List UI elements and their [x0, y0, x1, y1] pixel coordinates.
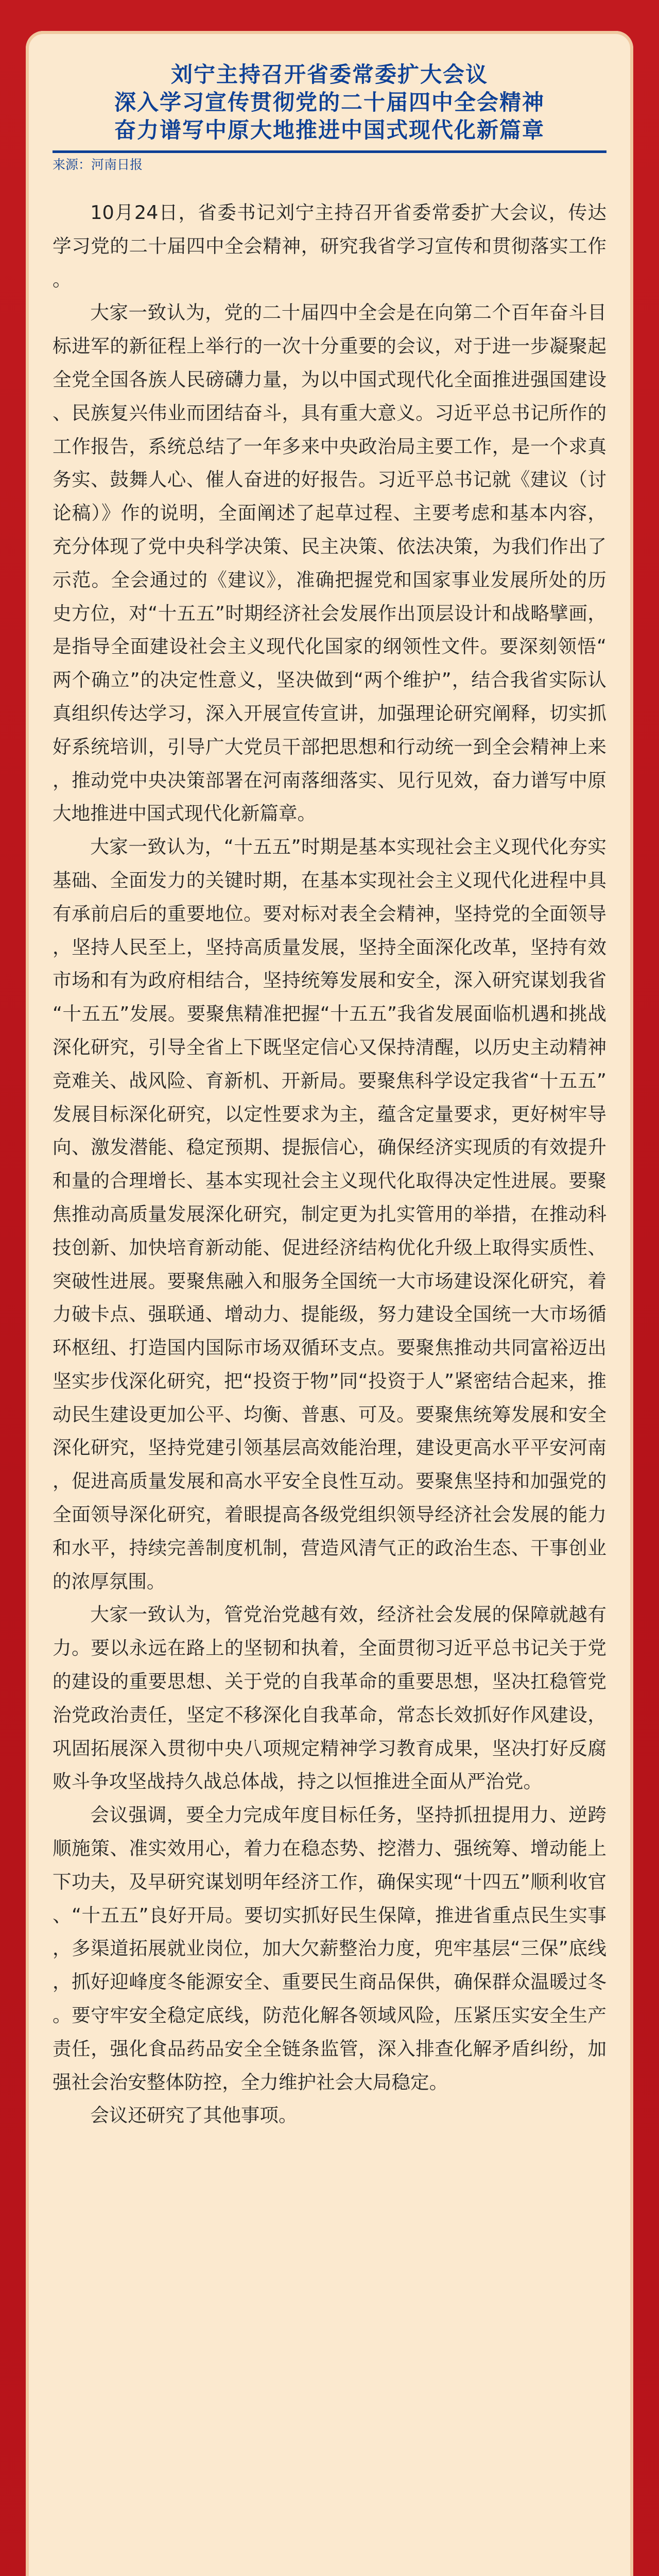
article-content: [53, 61, 606, 2132]
source-label: 来源：河南日报: [53, 157, 143, 172]
article-card: [26, 31, 633, 2576]
paragraph-5: 会议强调，要全力完成年度目标任务，坚持抓扭提用力、逆跨顺施策、准实效用心，着力在稳态势、挖潜力、强统筹、增动能上下功夫，及早研究谋划明年经济工作，确保实现“十四五”顺利收官、“十五五”良好开局。要切实抓好民生保障，推进省重点民生实事，多渠道拓展就业岗位，加大欠薪整治力度，兜牢基层“三保”底线，抓好迎峰度冬能源安全、重要民生商品保供，确保群众温暖过冬。要守牢安全稳定底线，防范化解各领域风险，压紧压实安全生产责任，强化食品药品安全全链条监管，深入排查化解矛盾纠纷，加强社会治安整体防控，全力维护社会大局稳定。: [53, 1804, 606, 2093]
article-body: [53, 196, 606, 2132]
paragraph-3: 大家一致认为，“十五五”时期是基本实现社会主义现代化夯实基础、全面发力的关键时期，在基本实现社会主义现代化进程中具有承前启后的重要地位。要对标对表全会精神，坚持党的全面领导，坚持人民至上，坚持高质量发展，坚持全面深化改革，坚持有效市场和有为政府相结合，坚持统筹发展和安全，深入研究谋划我省“十五五”发展。要聚焦精准把握“十五五”我省发展面临机遇和挑战深化研究，引导全省上下既坚定信心又保持清醒，以历史主动精神竞难关、战风险、育新机、开新局。要聚焦科学设定我省“十五五”发展目标深化研究，以定性要求为主，蕴含定量要求，更好树牢导向、激发潜能、稳定预期、提振信心，确保经济实现质的有效提升和量的合理增长、基本实现社会主义现代化取得决定性进展。要聚焦推动高质量发展深化研究，制定更为扎实管用的举措，在推动科技创新、加快培育新动能、促进经济结构优化升级上取得实质性、突破性进展。要聚焦融入和服务全国统一大市场建设深化研究，着力破卡点、强联通、增动力、提能级，努力建设全国统一大市场循环枢纽、打造国内国际市场双循环支点。要聚焦推动共同富裕迈出坚实步伐深化研究，把“投资于物”同“投资于人”紧密结合起来，推动民生建设更加公平、均衡、普惠、可及。要聚焦统筹发展和安全深化研究，坚持党建引领基层高效能治理，建设更高水平平安河南，促进高质量发展和高水平安全良性互动。要聚焦坚持和加强党的全面领导深化研究，着眼提高各级党组织领导经济社会发展的能力和水平，持续完善制度机制，营造风清气正的政治生态、干事创业的浓厚氛围。: [53, 836, 606, 1592]
paragraph-6: 会议还研究了其他事项。: [90, 2104, 298, 2127]
headline-line-1: 刘宁主持召开省委常委扩大会议: [170, 62, 488, 87]
headline: [53, 61, 606, 144]
paragraph-1: 10月24日，省委书记刘宁主持召开省委常委扩大会议，传达学习党的二十届四中全会精神，研究我省学习宣传和贯彻落实工作。: [53, 201, 606, 291]
paragraph-2: 大家一致认为，党的二十届四中全会是在向第二个百年奋斗目标进军的新征程上举行的一次十分重要的会议，对于进一步凝聚起全党全国各族人民磅礴力量，为以中国式现代化全面推进强国建设、民族复兴伟业而团结奋斗，具有重大意义。习近平总书记所作的工作报告，系统总结了一年多来中央政治局主要工作，是一个求真务实、鼓舞人心、催人奋进的好报告。习近平总书记就《建议（讨论稿）》作的说明，全面阐述了起草过程、主要考虑和基本内容，充分体现了党中央科学决策、民主决策、依法决策，为我们作出了示范。全会通过的《建议》，准确把握党和国家事业发展所处的历史方位，对“十五五”时期经济社会发展作出顶层设计和战略擘画，是指导全面建设社会主义现代化国家的纲领性文件。要深刻领悟“两个确立”的决定性意义，坚决做到“两个维护”，结合我省实际认真组织传达学习，深入开展宣传宣讲，加强理论研究阐释，切实抓好系统培训，引导广大党员干部把思想和行动统一到全会精神上来，推动党中央决策部署在河南落细落实、见行见效，奋力谱写中原大地推进中国式现代化新篇章。: [53, 301, 606, 825]
headline-line-2: 深入学习宣传贯彻党的二十届四中全会精神: [114, 90, 545, 115]
headline-line-3: 奋力谱写中原大地推进中国式现代化新篇章: [114, 117, 545, 143]
paragraph-4: 大家一致认为，管党治党越有效，经济社会发展的保障就越有力。要以永远在路上的坚韧和执着，全面贯彻习近平总书记关于党的建设的重要思想、关于党的自我革命的重要思想，坚决扛稳管党治党政治责任，坚定不移深化自我革命，常态长效抓好作风建设，巩固拓展深入贯彻中央八项规定精神学习教育成果，坚决打好反腐败斗争攻坚战持久战总体战，持之以恒推进全面从严治党。: [53, 1603, 606, 1793]
source-row: [53, 150, 606, 174]
